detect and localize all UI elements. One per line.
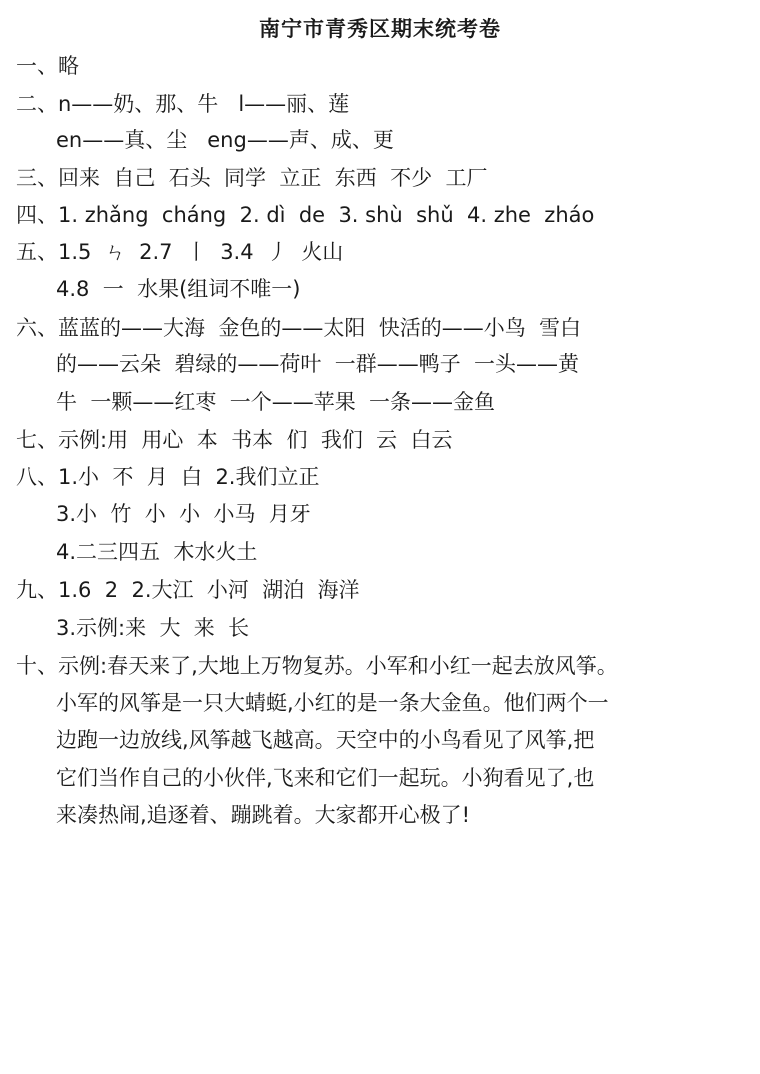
- answer-line-6: 六、蓝蓝的——大海 金色的——太阳 快活的——小鸟 雪白: [16, 316, 582, 340]
- answer-line-1: 一、略: [16, 54, 79, 78]
- answer-line-4: 四、1. zhǎng cháng 2. dì de 3. shù shǔ 4. zhe zháo: [16, 203, 595, 227]
- answer-line-2b: en——真、尘 eng——声、成、更: [56, 128, 394, 152]
- document-title: 南宁市青秀区期末统考卷: [259, 17, 501, 41]
- answer-line-2: 二、n——奶、那、牛 l——丽、莲: [16, 92, 350, 116]
- answer-line-7: 七、示例:用 用心 本 书本 们 我们 云 白云: [16, 428, 453, 452]
- answer-line-8: 八、1.小 不 月 白 2.我们立正: [16, 465, 320, 489]
- answer-line-10c: 边跑一边放线,风筝越飞越高。天空中的小鸟看见了风筝,把: [56, 728, 595, 752]
- answer-line-8c: 4.二三四五 木水火土: [56, 540, 258, 564]
- answer-line-9: 九、1.6 2 2.大江 小河 湖泊 海洋: [16, 578, 360, 602]
- answer-line-6b: 的——云朵 碧绿的——荷叶 一群——鸭子 一头——黄: [56, 352, 580, 376]
- answer-line-10: 十、示例:春天来了,大地上万物复苏。小军和小红一起去放风筝。: [16, 654, 618, 678]
- answer-line-9b: 3.示例:来 大 来 长: [56, 616, 250, 640]
- answer-line-5b: 4.8 一 水果(组词不唯一): [56, 277, 301, 301]
- answer-line-6c: 牛 一颗——红枣 一个——苹果 一条——金鱼: [56, 390, 496, 414]
- answer-line-10b: 小军的风筝是一只大蜻蜓,小红的是一条大金鱼。他们两个一: [56, 691, 609, 715]
- answer-line-8b: 3.小 竹 小 小 小马 月牙: [56, 502, 311, 526]
- answer-line-3: 三、回来 自己 石头 同学 立正 东西 不少 工厂: [16, 166, 488, 190]
- answer-line-5: 五、1.5 ㄣ 2.7 丨 3.4 丿 火山: [16, 240, 344, 264]
- answer-line-10e: 来凑热闹,追逐着、蹦跳着。大家都开心极了!: [56, 803, 471, 827]
- answer-line-10d: 它们当作自己的小伙伴,飞来和它们一起玩。小狗看见了,也: [56, 766, 595, 790]
